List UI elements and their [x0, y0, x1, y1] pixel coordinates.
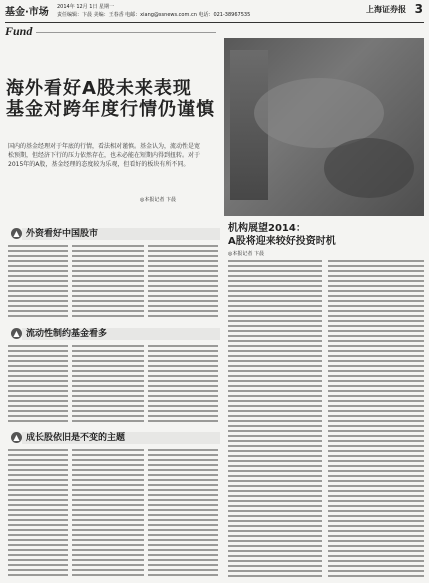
bullet-icon: ▲ [11, 328, 22, 339]
editor-info: 责任编辑：卞晨 美编：王春香 电邮：xiang@ssnews.com.cn 电话：021-38967535 [57, 12, 251, 18]
newspaper-brand: 上海证券报 [366, 5, 406, 14]
body-text-block [328, 260, 424, 578]
subhead-text: 流动性制约基金看多 [26, 329, 108, 339]
body-text-block [8, 245, 68, 317]
body-text-block [8, 449, 68, 577]
subhead-text: 成长股依旧是不变的主题 [26, 433, 126, 443]
feature-headline-line1: 机构展望2014： [228, 223, 306, 234]
body-text-block [228, 260, 322, 578]
section-tag: Fund [5, 24, 33, 38]
page-number: 3 [414, 2, 423, 16]
body-text-block [72, 245, 144, 317]
body-text-block [148, 449, 218, 577]
lead-headline-line1: 海外看好A股未来表现 [6, 78, 192, 99]
subhead-foreign-capital [8, 228, 223, 240]
subhead-liquidity [8, 328, 223, 340]
feature-photo [224, 38, 424, 216]
feature-headline-line2: A股将迎来较好投资时机 [228, 236, 336, 247]
body-text-block [8, 345, 68, 423]
bullet-icon: ▲ [11, 432, 22, 443]
body-text-block [148, 245, 218, 317]
body-text-block [148, 345, 218, 423]
bullet-icon: ▲ [11, 228, 22, 239]
masthead [5, 2, 424, 23]
section-title: 基金·市场 [5, 7, 49, 18]
issue-date: 2014年 12月 1日 星期一 [57, 4, 115, 10]
lead-byline: ◎本报记者 卞晨 [140, 197, 176, 203]
subhead-text: 外资看好中国股市 [26, 229, 99, 239]
body-text-block [72, 345, 144, 423]
body-text-block [72, 449, 144, 577]
lead-headline [6, 78, 215, 120]
divider [36, 32, 216, 33]
feature-byline: ◎本报记者 卞晨 [228, 251, 264, 257]
subhead-growth-stocks [8, 432, 223, 444]
lead-paragraph: 国内的基金经理对于年底的行情，看法相对谨慎。基金认为，流动性是宽松预期，但经济下行的压力依然存在，也未必能在短期内得到扭转。对于2015年的A股，基金经理的态度较为乐观，但看好的板块有所不同。 [8, 143, 201, 168]
lead-headline-line2: 基金对跨年度行情仍谨慎 [6, 99, 215, 120]
feature-headline [228, 222, 336, 248]
